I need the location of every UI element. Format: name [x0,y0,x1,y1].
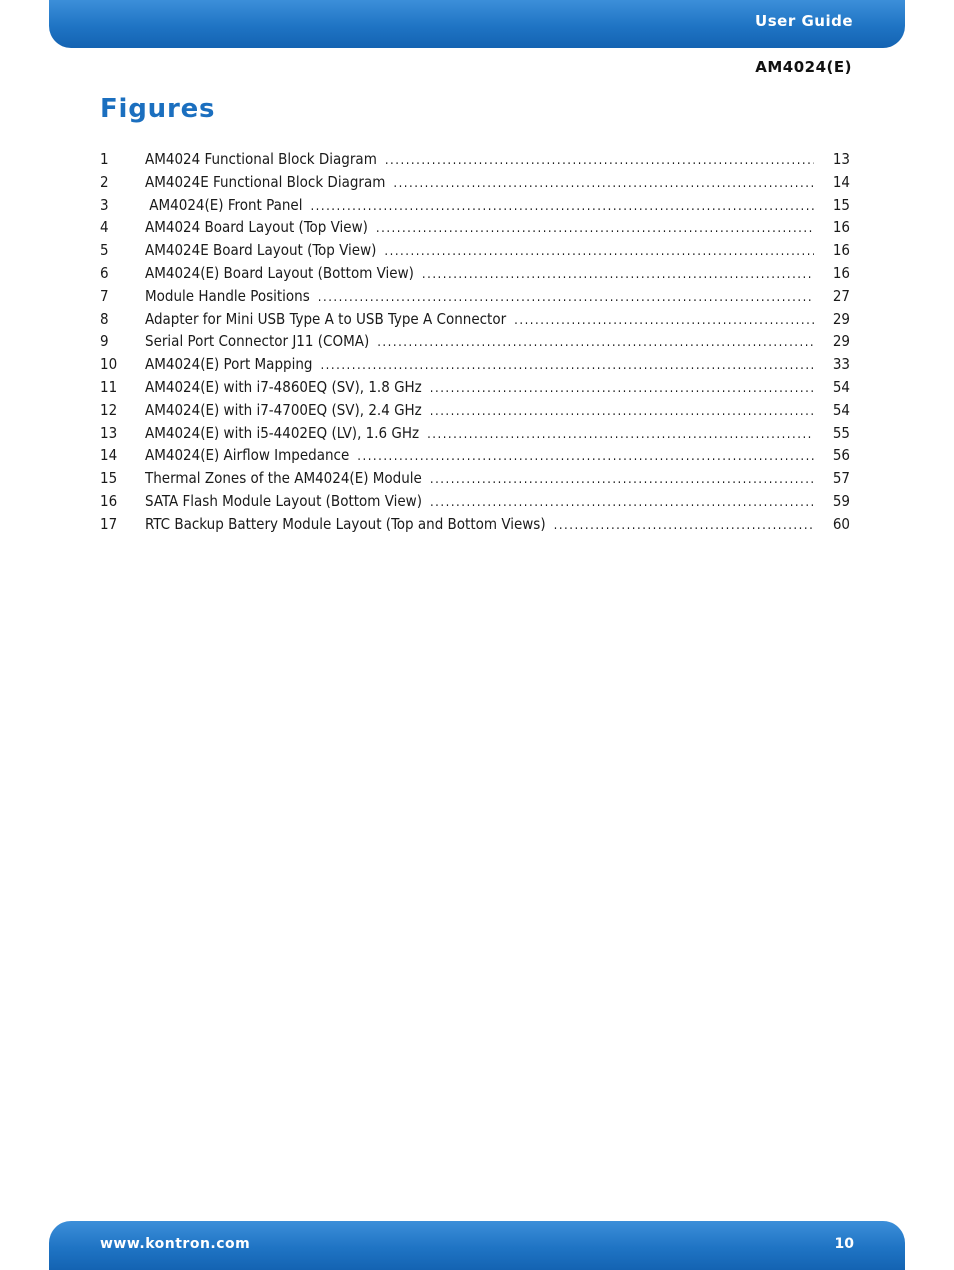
page-heading: Figures [100,94,216,124]
figure-title: AM4024E Board Layout (Top View) [145,241,377,260]
figure-page-number: 56 [832,446,850,465]
figure-title: AM4024(E) with i7-4860EQ (SV), 1.8 GHz [145,377,422,396]
dot-leader [430,469,814,490]
figure-number: 6 [100,263,109,282]
figure-number: 13 [100,423,118,442]
dot-leader [430,378,814,399]
figure-page-number: 15 [832,195,850,214]
figure-page-number: 16 [832,218,850,237]
figure-page-number: 14 [832,172,850,191]
figure-title: AM4024(E) Board Layout (Bottom View) [145,263,414,282]
figure-number: 10 [100,355,118,374]
figure-entry-7[interactable] [100,285,850,308]
header-bar [49,0,905,48]
figure-number: 2 [100,172,109,191]
figure-page-number: 29 [832,332,850,351]
dot-leader [357,446,814,467]
figure-entry-2[interactable] [100,171,850,194]
figure-title: RTC Backup Battery Module Layout (Top and Bottom Views) [145,514,546,533]
figure-page-number: 27 [832,286,850,305]
figure-page-number: 59 [832,491,850,510]
document-type-label: User Guide [755,12,853,30]
figure-entry-14[interactable] [100,444,850,467]
figure-number: 15 [100,469,118,488]
figure-entry-9[interactable] [100,330,850,353]
figure-number: 4 [100,218,109,237]
figure-page-number: 29 [832,309,850,328]
figure-number: 7 [100,286,109,305]
figure-page-number: 33 [832,355,850,374]
figure-entry-4[interactable] [100,216,850,239]
figure-entry-16[interactable] [100,490,850,513]
figure-page-number: 16 [832,241,850,260]
figure-title: AM4024 Board Layout (Top View) [145,218,368,237]
figure-title: Module Handle Positions [145,286,310,305]
figure-number: 17 [100,514,118,533]
figure-title: AM4024(E) Front Panel [145,195,303,214]
figure-number: 8 [100,309,109,328]
dot-leader [377,332,814,353]
figure-entry-1[interactable] [100,148,850,171]
dot-leader [393,173,814,194]
figure-number: 9 [100,332,109,351]
figure-entry-8[interactable] [100,308,850,331]
dot-leader [384,241,814,262]
figure-page-number: 57 [832,469,850,488]
figure-entry-15[interactable] [100,467,850,490]
figure-title: Adapter for Mini USB Type A to USB Type A Connector [145,309,507,328]
figure-title: AM4024E Functional Block Diagram [145,172,386,191]
dot-leader [318,287,814,308]
figure-page-number: 16 [832,263,850,282]
figure-page-number: 60 [832,514,850,533]
dot-leader [422,264,814,285]
page-number: 10 [834,1236,854,1252]
figure-entry-12[interactable] [100,399,850,422]
dot-leader [514,310,814,331]
dot-leader [385,150,814,171]
dot-leader [320,355,814,376]
figure-number: 12 [100,400,118,419]
dot-leader [430,401,814,422]
figure-entry-13[interactable] [100,422,850,445]
dot-leader [430,492,814,513]
figure-title: Serial Port Connector J11 (COMA) [145,332,370,351]
figure-entry-6[interactable] [100,262,850,285]
figure-title: AM4024(E) with i5-4402EQ (LV), 1.6 GHz [145,423,420,442]
figure-title: AM4024 Functional Block Diagram [145,150,377,168]
dot-leader [376,218,814,239]
dot-leader [427,424,814,445]
figure-entry-11[interactable] [100,376,850,399]
figure-list [100,148,850,536]
figure-entry-5[interactable] [100,239,850,262]
figure-page-number: 54 [832,400,850,419]
figure-number: 11 [100,377,118,396]
figure-entry-17[interactable] [100,513,850,536]
figure-number: 16 [100,491,118,510]
product-name: AM4024(E) [755,58,852,76]
figure-title: Thermal Zones of the AM4024(E) Module [145,469,422,488]
figure-title: AM4024(E) Airflow Impedance [145,446,350,465]
dot-leader [310,196,814,217]
figure-title: SATA Flash Module Layout (Bottom View) [145,491,422,510]
figure-number: 1 [100,150,109,168]
figure-page-number: 55 [832,423,850,442]
figure-number: 5 [100,241,109,260]
figure-page-number: 13 [832,150,850,168]
figure-entry-3[interactable] [100,194,850,217]
figure-title: AM4024(E) Port Mapping [145,355,313,374]
figure-number: 14 [100,446,118,465]
figure-title: AM4024(E) with i7-4700EQ (SV), 2.4 GHz [145,400,422,419]
footer-bar [49,1221,905,1270]
figure-entry-10[interactable] [100,353,850,376]
dot-leader [554,515,814,536]
figure-page-number: 54 [832,377,850,396]
figure-number: 3 [100,195,109,214]
website-link[interactable]: www.kontron.com [100,1236,251,1252]
